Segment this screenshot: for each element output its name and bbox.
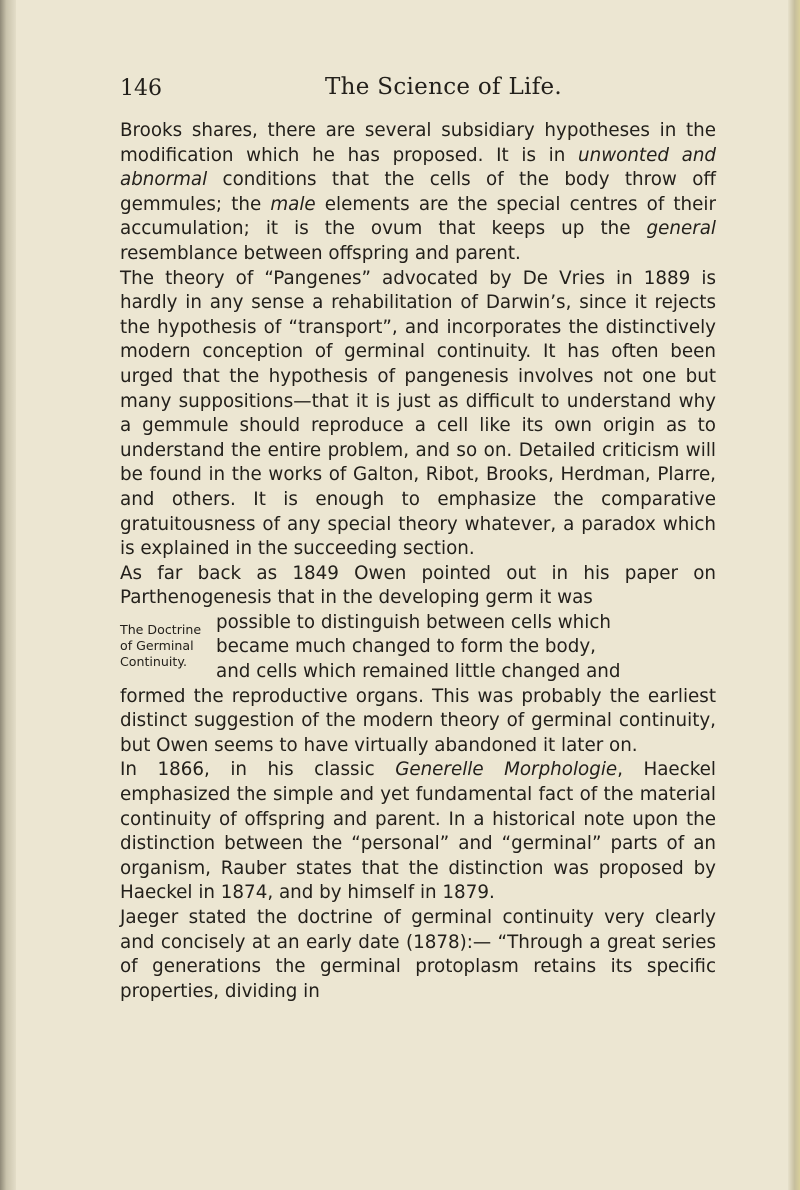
paragraph-1: [120, 119, 716, 267]
margin-note: [120, 622, 210, 685]
wrapped-line: became much changed to form the body,: [216, 636, 596, 658]
paragraph-1-text: Brooks shares, there are several subsidiary hypotheses in the modification which he has proposed. It is in: [120, 120, 716, 166]
margin-note-line: of Germinal: [120, 637, 194, 653]
paragraph-3: [120, 562, 716, 611]
paragraph-1-text: conditions that the cells of the body throw off gemmules; the: [120, 169, 716, 215]
paragraph-1-text: resemblance between offspring and parent.: [120, 242, 521, 264]
paragraph-1-text: elements are the special centres of their accumulation; it is the ovum that keeps up the: [120, 193, 716, 240]
emphasis-generelle-morphologie: Generelle Morphologie: [395, 759, 618, 781]
running-title: The Science of Life.: [325, 74, 563, 100]
paragraph-3-tail: formed the reproductive organs. This was probably the earliest distinct suggestion of the modern theory of germinal continuity, but Owen seems to have virtually abandoned it later on.: [120, 685, 716, 756]
paragraph-3-lead: As far back as 1849 Owen pointed out in his paper on Parthenogenesis that in the developing germ it was: [120, 562, 716, 609]
paragraph-4-text: , Haeckel emphasized the simple and yet fundamental fact of the material continuity of offspring and parent. In a historical note upon the distinction between the “personal” and “germinal” parts of an organism, Rauber states that the distinction was proposed by Haeckel in 1874, and by himself in 1879.: [120, 759, 716, 904]
margin-note-line: The Doctrine: [120, 621, 202, 637]
margin-note-line: Continuity.: [120, 653, 187, 669]
emphasis-general: general: [646, 218, 716, 240]
page-number: 146: [120, 76, 162, 101]
paragraph-5: Jaeger stated the doctrine of germinal continuity very clearly and concisely at an early date (1878):— “Through a great series of generations the germinal protoplasm retains its specific properties, dividing in: [120, 907, 716, 1002]
paragraph-4-text: In 1866, in his classic: [120, 759, 396, 781]
wrapped-lines: [210, 611, 716, 685]
emphasis-male: male: [270, 193, 316, 215]
wrapped-line: possible to distinguish between cells which: [216, 611, 611, 633]
body-text: [120, 119, 716, 1004]
paragraph-4: [120, 758, 716, 906]
sidenote-wrap: [120, 611, 716, 685]
paragraph-2: The theory of “Pangenes” advocated by De Vries in 1889 is hardly in any sense a rehabilitation of Darwin’s, since it rejects the hypothesis of “transport”, and incorporates the distinctively modern conception of germinal continuity. It has often been urged that the hypothesis of pangenesis involves not one but many suppositions—that it is just as difficult to understand why a gemmule should reproduce a cell like its own origin as to understand the entire problem, and so on. Detailed criticism will be found in the works of Galton, Ribot, Brooks, Herdman, Plarre, and others. It is enough to emphasize the comparative gratuitousness of any special theory whatever, a paradox which is explained in the succeeding section.: [120, 267, 716, 560]
emphasis-unwonted: unwonted and abnormal: [120, 144, 717, 191]
page-header: [110, 76, 690, 108]
wrapped-line: and cells which remained little changed and: [216, 661, 621, 683]
